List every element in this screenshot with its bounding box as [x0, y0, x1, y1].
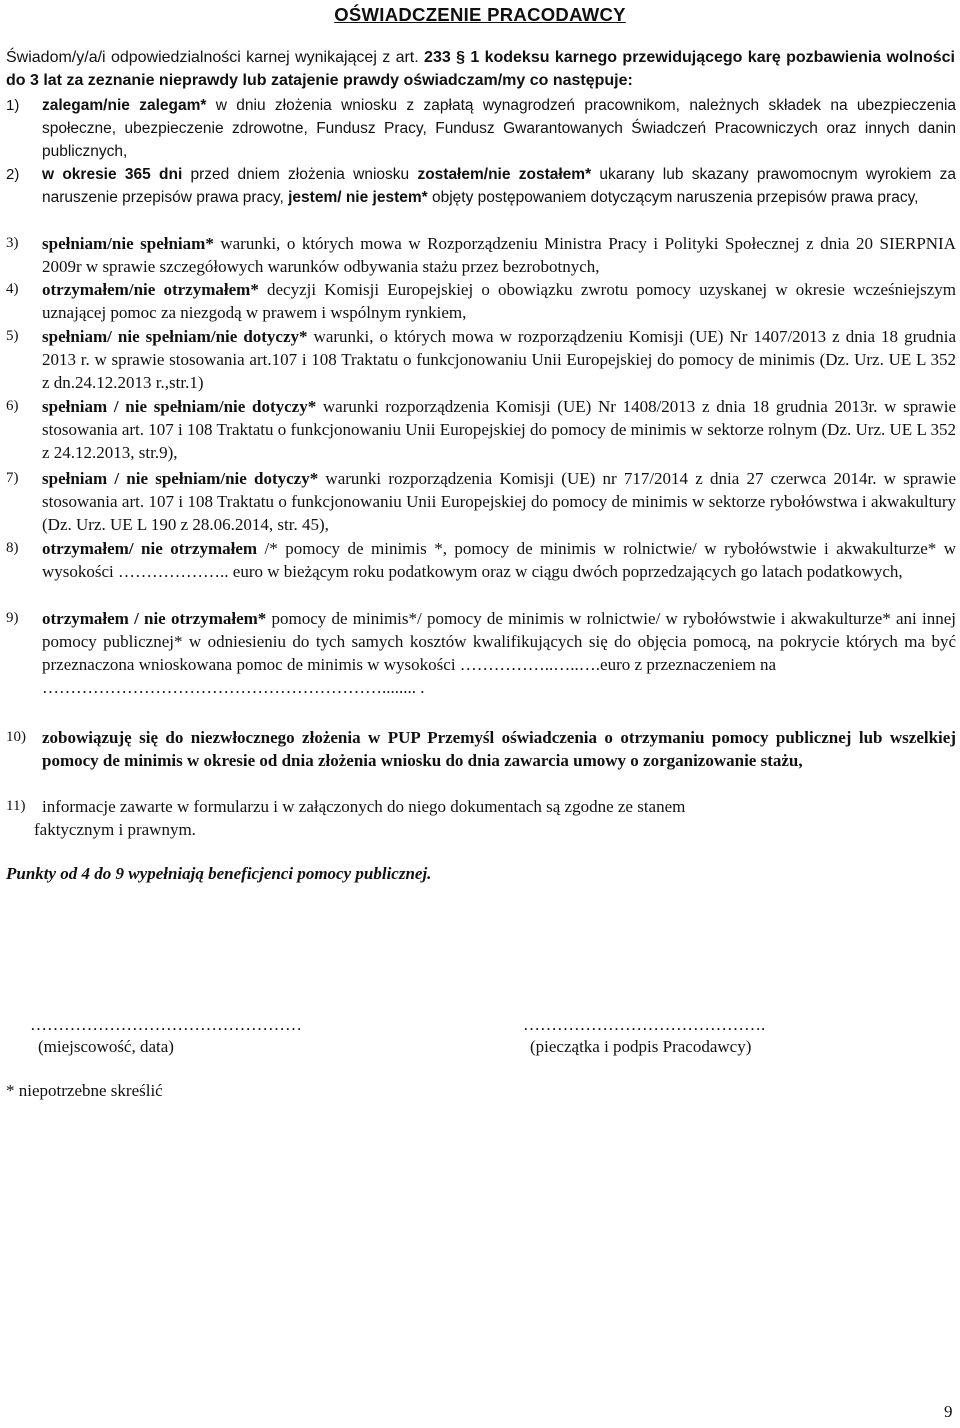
list-item — [6, 467, 956, 536]
list-item — [6, 94, 956, 163]
list-item — [6, 395, 956, 464]
item-text: informacje zawarte w formularzu i w załączonych do niego dokumentach są zgodne ze stanem — [42, 797, 686, 816]
item-bold: w okresie 365 dni — [42, 166, 183, 183]
item-number: 9) — [6, 610, 19, 626]
place-date-dots: ………………………………………… — [30, 1015, 302, 1034]
item-text: warunki, o których mowa w rozporządzeniu Komisji (UE) Nr 1407/2013 z dnia 18 grudnia 2013 r. w sprawie stosowania art.107 i 108 Traktatu o funkcjonowaniu Unii Europejskiej do pomocy de minimis (Dz. Urz. UE L 352 z dn.24.12.2013 r.,str.1) — [42, 327, 956, 392]
page-number: 9 — [944, 1402, 953, 1421]
note-text: Punkty od 4 do 9 wypełniają beneficjenci pomocy publicznej. — [6, 864, 432, 883]
signature-dots: ……………………………………. — [523, 1015, 766, 1034]
intro-paragraph — [6, 46, 955, 92]
list-item — [6, 607, 956, 699]
item-text: w dniu złożenia wniosku z zapłatą wynagrodzeń pracownikom, należnych składek na ubezpieczenia społeczne, ubezpieczenie zdrowotne, Fundusz Pracy, Fundusz Gwarantowanych Świadczeń Pracowniczych oraz innych danin publicznych, — [42, 97, 957, 160]
item-bold: zalegam/nie zalegam* — [42, 97, 207, 114]
intro-text-1: Świadom/y/a/i odpowiedzialności karnej wynikającej z art. — [6, 49, 425, 66]
signature-label: (pieczątka i podpis Pracodawcy) — [530, 1037, 752, 1056]
list-item — [6, 325, 956, 394]
item-tail: faktycznym i prawnym. — [34, 820, 196, 839]
item-bold: otrzymałem/nie otrzymałem* — [42, 280, 259, 299]
item-bold: spełniam/ nie spełniam/nie dotyczy* — [42, 327, 308, 346]
list-item — [6, 537, 956, 583]
item-number: 4) — [6, 281, 19, 297]
item-text: warunki rozporządzenia Komisji (UE) Nr 1408/2013 z dnia 18 grudnia 2013r. w sprawie stosowania art. 107 i 108 Traktatu o funkcjonowaniu Unii Europejskiej do pomocy de minimis w sektorze rolnym (Dz. Urz. UE L 352 z 24.12.2013, str.9), — [42, 397, 956, 462]
list-item — [6, 278, 956, 324]
item-text: pomocy de minimis*/ pomocy de minimis w rolnictwie/ w rybołówstwie i akwakulturze* ani innej pomocy publicznej* w odniesieniu do tych samych kosztów kwalifikujących się do objęcia pomocą, na pokrycie których ma być przeznaczona wnioskowana pomoc de minimis w wysokości ……………..…..….euro z przeznaczeniem na — [42, 609, 956, 674]
list-item — [6, 163, 956, 209]
item-number: 10) — [6, 729, 26, 745]
item-bold: spełniam / nie spełniam/nie dotyczy* — [42, 397, 317, 416]
item-text: przed dniem złożenia wniosku — [182, 166, 418, 183]
item-text: decyzji Komisji Europejskiej o obowiązku zwrotu pomocy uzyskanej w okresie wcześniejszym uznającej pomoc za niezgodą w prawem i wspólnym rynkiem, — [42, 280, 956, 322]
item-bold: zobowiązuję się do niezwłocznego złożenia w PUP Przemyśl oświadczenia o otrzymaniu pomocy publicznej lub wszelkiej pomocy de minimis w okresie od dnia złożenia wniosku do dnia zawarcia umowy o zorganizowanie stażu, — [42, 728, 956, 770]
item-number: 7) — [6, 470, 19, 486]
item-number: 5) — [6, 328, 19, 344]
page-title: OŚWIADCZENIE PRACODAWCY — [334, 4, 626, 25]
item-number: 6) — [6, 398, 19, 414]
list-item — [6, 726, 956, 772]
item-text-2: ukarany lub skazany prawomocnym wyrokiem za naruszenie przepisów prawa pracy, — [42, 166, 956, 206]
list-item — [6, 795, 956, 841]
place-date-label: (miejscowość, data) — [38, 1037, 174, 1056]
item-bold: otrzymałem / nie otrzymałem* — [42, 609, 267, 628]
footnote: * niepotrzebne skreślić — [6, 1081, 163, 1100]
item-bold: spełniam / nie spełniam/nie dotyczy* — [42, 469, 319, 488]
list-item — [6, 232, 956, 278]
item-bold-2: zostałem/nie zostałem* — [417, 166, 592, 183]
item-number: 11) — [6, 798, 26, 814]
item-number: 2) — [6, 166, 20, 183]
item-number: 1) — [6, 97, 20, 114]
item-bold: otrzymałem/ nie otrzymałem — [42, 539, 258, 558]
intro-text-2: 233 § 1 kodeksu karnego przewidującego karę pozbawienia wolności do 3 lat za zeznanie nieprawdy lub zatajenie prawdy oświadczam/my co następuje: — [6, 49, 955, 89]
item-bold-3: jestem/ nie jestem* — [288, 189, 428, 206]
item-text: warunki, o których mowa w Rozporządzeniu Ministra Pracy i Polityki Społecznej z dnia 20 SIERPNIA 2009r w sprawie szczegółowych warunków odbywania stażu przez bezrobotnych, — [42, 234, 956, 276]
item-tail: ……………………………………………………........ . — [42, 678, 425, 697]
item-bold: spełniam/nie spełniam* — [42, 234, 214, 253]
item-text: warunki rozporządzenia Komisji (UE) nr 717/2014 z dnia 27 czerwca 2014r. w sprawie stosowania art. 107 i 108 Traktatu o funkcjonowaniu Unii Europejskiej do pomocy de minimis w sektorze rybołówstwa i akwakultury (Dz. Urz. UE L 190 z 28.06.2014, str. 45), — [42, 469, 956, 534]
item-text: /* pomocy de minimis *, pomocy de minimis w rolnictwie/ w rybołówstwie i akwakulturze* w wysokości ……………….. euro w bieżącym roku podatkowym oraz w ciągu dwóch poprzedzających go latach podatkowych, — [42, 539, 956, 581]
item-text-3: objęty postępowaniem dotyczącym naruszenia przepisów prawa pracy, — [427, 189, 919, 206]
item-number: 3) — [6, 235, 19, 251]
item-number: 8) — [6, 540, 19, 556]
